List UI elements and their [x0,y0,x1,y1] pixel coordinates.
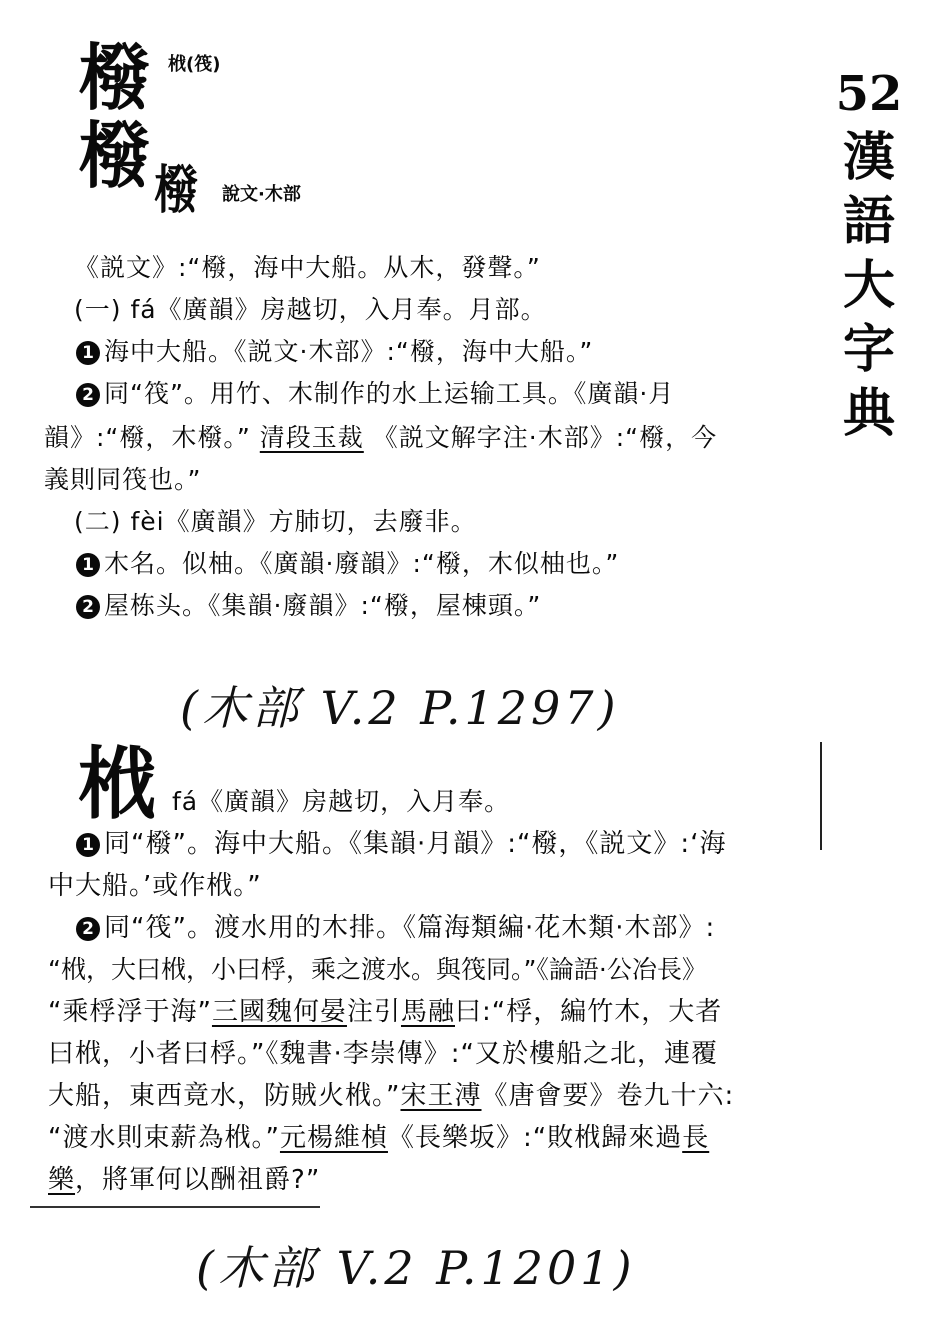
entry2-person-name-4: 元楊維楨 [279,1123,388,1153]
entry1-line-7: (二) fèi《廣韻》方肺切，去廢非。 [74,507,477,536]
entry1-line-5a: 韻》:“橃，木橃。” [44,423,251,452]
entry1-line-8-text: 木名。似柚。《廣韻·廢韻》:“橃，木似柚也。” [104,549,620,578]
entry1-line-5 [44,418,717,458]
entry2-line-5e: 曰:“桴，編竹木，大者 [455,997,723,1027]
entry2-line-5a: “乘桴浮于海” [48,997,212,1027]
title-char-4: 字 [842,319,895,380]
entry1-line-6: 義則同筏也。” [44,465,202,494]
entry1-line-9-text: 屋栋头。《集韻·廢韻》:“橃，屋棟頭。” [104,591,542,620]
entry2-line-3 [76,908,715,948]
sense-number-1: 1 [76,341,100,365]
title-char-5: 典 [842,383,895,444]
volume-number: 52 [835,66,903,122]
entry2-line-5 [48,992,722,1032]
entry1-line-2: (一) fá《廣韻》房越切，入月奉。月部。 [74,295,547,324]
entry2-person-name-2: 馬融 [400,997,455,1027]
entry1-person-name: 清段玉裁 [259,423,364,452]
sense-number-2: 2 [76,383,100,407]
margin-rule [820,742,822,850]
sense-number-1b: 1 [76,553,100,577]
entry1-line-9 [76,586,541,626]
entry1-line-3-text: 海中大船。《説文·木部》:“橃，海中大船。” [104,337,594,366]
entry2-sense-number-2: 2 [76,917,100,941]
entry2-place-name-2: 樂 [48,1165,76,1195]
entry2-line-5c: 注引 [346,997,401,1027]
entry1-seal-glyph: 橃 [153,160,199,221]
entry2-line-2: 中大船。’或作栰。” [48,871,262,901]
entry2-place-name-1: 長 [682,1123,710,1153]
entry1-handwritten-reference: (木部 V.2 P.1297) [180,681,620,735]
entry2-line-7c: 《唐會要》卷九十六: [481,1081,735,1111]
title-char-3: 大 [842,255,895,316]
entry2-head-char: 栰 [78,739,155,830]
entry2-line-1-text: 同“橃”。海中大船。《集韻·月韻》:“橃，《説文》:‘海 [104,829,727,859]
sense-number-2b: 2 [76,595,100,619]
entry2-line-1 [76,824,726,864]
entry2-line-7 [48,1076,734,1116]
entry1-second-char: 橃 [78,113,149,198]
title-char-1: 漢 [842,127,895,188]
entry1-line-5c: 《説文解字注·木部》:“橃，今 [372,423,718,452]
entry2-line-9b: ，將軍何以酬祖爵?” [75,1165,321,1195]
entry2-line-7a: 大船，東西竟水，防賊火栰。” [48,1081,401,1111]
title-char-2: 語 [842,191,895,252]
entry1-line-4 [76,374,674,414]
bottom-rule [30,1206,320,1208]
entry2-handwritten-reference: (木部 V.2 P.1201) [196,1241,636,1295]
entry2-line-3-text: 同“筏”。渡水用的木排。《篇海類編·花木類·木部》: [104,913,716,943]
entry2-line-4: “栰，大曰栰，小曰桴，乘之渡水。與筏同。”《論語·公冶長》 [48,955,707,984]
entry1-line-8 [76,544,619,584]
entry2-person-name-1: 三國魏何晏 [211,997,347,1027]
entry2-sense-number-1: 1 [76,833,100,857]
entry1-line-1: 《説文》:“橃，海中大船。从木，發聲。” [74,253,541,282]
entry1-line-3 [76,332,593,372]
entry2-line-8a: “渡水則束薪為栰。” [48,1123,280,1153]
entry2-pronunciation: fá《廣韻》房越切，入月奉。 [172,787,511,816]
entry1-head-char: 橃 [78,35,149,120]
entry2-line-6: 曰栰，小者曰桴。”《魏書·李崇傳》:“又於樓船之北，連覆 [48,1039,718,1069]
entry2-line-8 [48,1118,709,1158]
entry1-line-4-text: 同“筏”。用竹、木制作的水上运输工具。《廣韻·月 [104,379,675,408]
entry1-source-label: 說文·木部 [222,184,301,205]
entry2-line-8c: 《長樂坂》:“敗栰歸來過 [387,1123,683,1153]
side-title [834,62,904,446]
entry2-person-name-3: 宋王溥 [400,1081,482,1111]
entry1-variant-note: 栰(筏) [168,54,221,75]
entry2-line-9 [48,1160,320,1200]
